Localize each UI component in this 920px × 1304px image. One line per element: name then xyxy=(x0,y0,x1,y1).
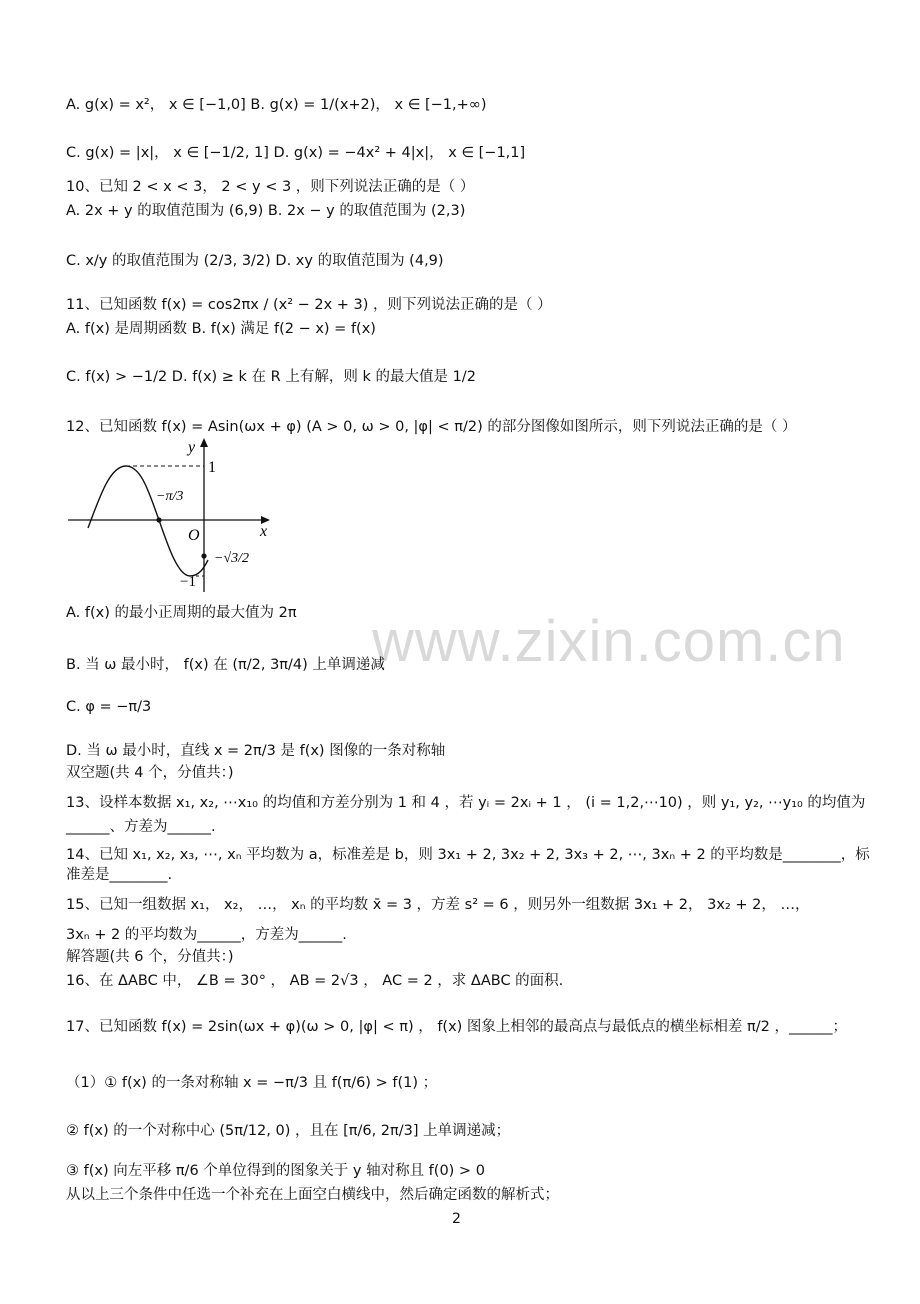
zero-label: −π/3 xyxy=(156,489,184,504)
origin-label: O xyxy=(188,527,200,544)
min-label: −1 xyxy=(180,574,196,590)
text-line: A. f(x) 是周期函数 B. f(x) 满足 f(2 − x) = f(x) xyxy=(66,321,376,337)
text-line: 准差是________. xyxy=(66,867,173,883)
text-line: C. g(x) = |x|， x ∈ [−1/2, 1] D. g(x) = −4x² + 4|x|， x ∈ [−1,1] xyxy=(66,145,526,161)
x-label: x xyxy=(260,523,268,540)
text-line: C. φ = −π/3 xyxy=(66,699,152,715)
text-line: 11、已知函数 f(x) = cos2πx / (x² − 2x + 3) ，则下列说法正确的是（ ） xyxy=(66,297,552,313)
intercept-point xyxy=(201,553,206,558)
text-line: 14、已知 x₁, x₂, x₃, ⋯, xₙ 平均数为 a，标准差是 b，则 3x₁ + 2, 3x₂ + 2, 3x₃ + 2, ⋯, 3xₙ + 2 的平均数是________，标 xyxy=(66,847,870,863)
text-line: A. f(x) 的最小正周期的最大值为 2π xyxy=(66,605,297,621)
text-line: ③ f(x) 向左平移 π/6 个单位得到的图象关于 y 轴对称且 f(0) > 0 xyxy=(66,1163,485,1179)
max-label: 1 xyxy=(208,459,216,476)
text-line: 16、在 ΔABC 中， ∠B = 30° ， AB = 2√3 ， AC = 2 ，求 ΔABC 的面积. xyxy=(66,973,564,989)
zero-point xyxy=(156,517,161,522)
text-line: D. 当 ω 最小时，直线 x = 2π/3 是 f(x) 图像的一条对称轴 xyxy=(66,743,446,759)
text-line: 双空题(共 4 个，分值共：) xyxy=(66,765,234,781)
text-line: C. f(x) > −1/2 D. f(x) ≥ k 在 R 上有解，则 k 的最大值是 1/2 xyxy=(66,369,476,385)
sine-curve xyxy=(88,466,208,576)
text-line: A. g(x) = x²， x ∈ [−1,0] B. g(x) = 1/(x+2)， x ∈ [−1,+∞) xyxy=(66,97,487,113)
y-axis-arrow xyxy=(200,438,208,447)
intercept-label: −√3/2 xyxy=(214,551,250,566)
text-line: 17、已知函数 f(x) = 2sin(ωx + φ)(ω > 0, |φ| < π) ， f(x) 图象上相邻的最高点与最低点的横坐标相差 π/2 ，______； xyxy=(66,1019,847,1035)
sine-graph xyxy=(64,436,276,596)
y-label: y xyxy=(188,439,196,456)
watermark: www.zixin.com.cn xyxy=(372,609,846,674)
text-line: ② f(x) 的一个对称中心 (5π/12, 0) ，且在 [π/6, 2π/3] 上单调递减； xyxy=(66,1123,511,1139)
text-line: 12、已知函数 f(x) = Asin(ωx + φ) (A > 0, ω > 0, |φ| < π/2) 的部分图像如图所示，则下列说法正确的是（ ） xyxy=(66,419,797,435)
text-line: 3xₙ + 2 的平均数为______，方差为______. xyxy=(66,927,347,943)
text-line: 解答题(共 6 个，分值共：) xyxy=(66,949,234,965)
text-line: ______、方差为______. xyxy=(66,819,216,835)
text-line: C. x/y 的取值范围为 (2/3, 3/2) D. xy 的取值范围为 (4,9) xyxy=(66,253,444,269)
text-line: B. 当 ω 最小时， f(x) 在 (π/2, 3π/4) 上单调递减 xyxy=(66,657,385,673)
text-line: A. 2x + y 的取值范围为 (6,9) B. 2x − y 的取值范围为 (2,3) xyxy=(66,203,466,219)
text-line: 10、已知 2 < x < 3， 2 < y < 3 ，则下列说法正确的是（ ） xyxy=(66,179,475,195)
text-line: 13、设样本数据 x₁, x₂, ⋯x₁₀ 的均值和方差分别为 1 和 4 ，若 yᵢ = 2xᵢ + 1 ， (i = 1,2,⋯10) ，则 y₁, y₂, ⋯y₁₀ 的均值为 xyxy=(66,795,866,811)
page-number: 2 xyxy=(452,1211,461,1227)
text-line: 15、已知一组数据 x₁， x₂， …， xₙ 的平均数 x̄ = 3 ，方差 s² = 6 ，则另外一组数据 3x₁ + 2， 3x₂ + 2， …， xyxy=(66,897,810,913)
text-line: 从以上三个条件中任选一个补充在上面空白横线中，然后确定函数的解析式； xyxy=(66,1187,559,1203)
text-line: （1）① f(x) 的一条对称轴 x = −π/3 且 f(π/6) > f(1) ； xyxy=(66,1075,438,1091)
